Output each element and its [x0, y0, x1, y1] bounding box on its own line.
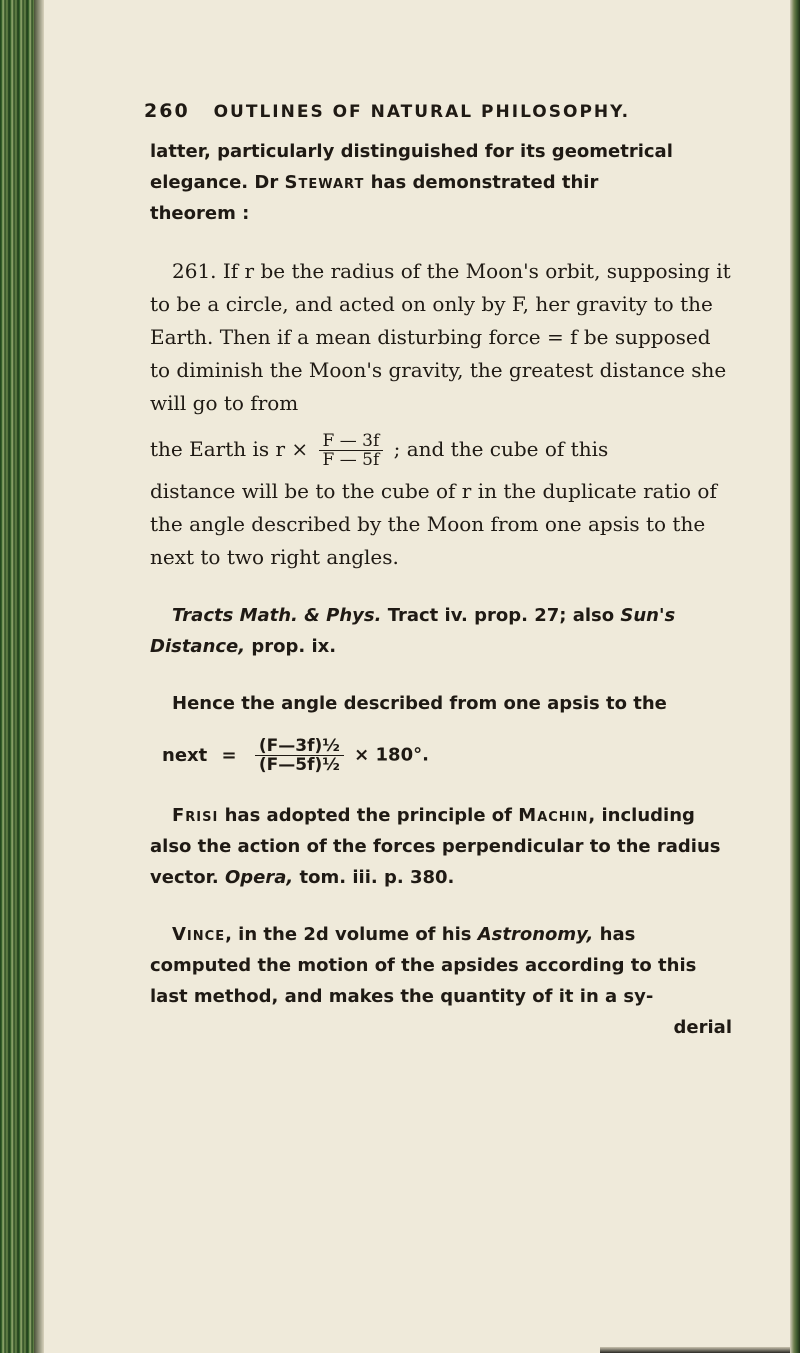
angle-fraction	[255, 737, 344, 774]
author-machin: Machin	[518, 805, 589, 826]
article-text-1: 261. If r be the radius of the Moon's orbit, supposing it to be a circle, and acted on only by F, her gravity to the Earth. Then if a mean disturbing force = f be supposed to diminish the Moon's gravity, the greatest distance she will go to from	[150, 259, 731, 415]
right-binding-edge	[790, 0, 800, 1353]
fraction-denominator: F — 5f	[322, 450, 380, 470]
vince-paragraph: Vince, in the 2d volume of his Astronomy, has computed the motion of the apsides according to this last method, and makes the quantity of it in a sy-	[150, 924, 697, 1007]
reference-tracts: Tracts Math. & Phys. Tract iv. prop. 27; also Sun's Distance, prop. ix.	[150, 605, 676, 657]
hence-text: Hence the angle described from one apsis to the	[172, 693, 667, 714]
angle-formula: next = $\frac{\text{(F—3f)½}}{\text{(F—5f)½}}$ × 180°.	[162, 736, 429, 775]
article-number: 261.	[172, 259, 217, 283]
author-stewart: Stewart	[284, 172, 365, 193]
frisi-paragraph: Frisi has adopted the principle of Machin, including also the action of the forces perpendicular to the radius vector. Opera, tom. iii. p. 380.	[150, 805, 721, 888]
fraction-numerator: F — 3f	[319, 432, 384, 451]
intro-line-2: elegance. Dr Stewart has demonstrated thir	[150, 172, 599, 193]
book-page	[144, 100, 732, 1043]
author-vince: Vince	[172, 924, 226, 945]
angle-fraction-denominator: (F—5f)½	[258, 755, 340, 775]
gutter-shadow	[34, 0, 44, 1353]
article-text-2: distance will be to the cube of r in the duplicate ratio of the angle described by the Moon from one apsis to the next to two right angles.	[150, 479, 717, 569]
intro-line-1: latter, particularly distinguished for its geometrical	[150, 141, 673, 162]
catchword: derial	[673, 1017, 732, 1038]
article-261	[150, 255, 732, 574]
page-number: 260	[144, 100, 190, 122]
distance-formula: the Earth is r × $\frac{F — 3f}{F — 5f}$ ; and the cube of this	[150, 431, 609, 470]
bottom-edge	[600, 1347, 790, 1353]
running-header	[144, 100, 732, 122]
fraction	[319, 432, 384, 469]
work-title-2: Sun's Distance,	[150, 605, 676, 657]
angle-fraction-numerator: (F—3f)½	[255, 737, 344, 756]
work-title: Tracts Math. & Phys.	[172, 605, 382, 626]
left-binding-edge	[0, 0, 34, 1353]
intro-line-3: theorem :	[150, 203, 250, 224]
author-frisi: Frisi	[172, 805, 219, 826]
hence-paragraph	[150, 688, 732, 774]
running-title: OUTLINES OF NATURAL PHILOSOPHY.	[213, 102, 631, 122]
intro-paragraph	[150, 136, 732, 229]
